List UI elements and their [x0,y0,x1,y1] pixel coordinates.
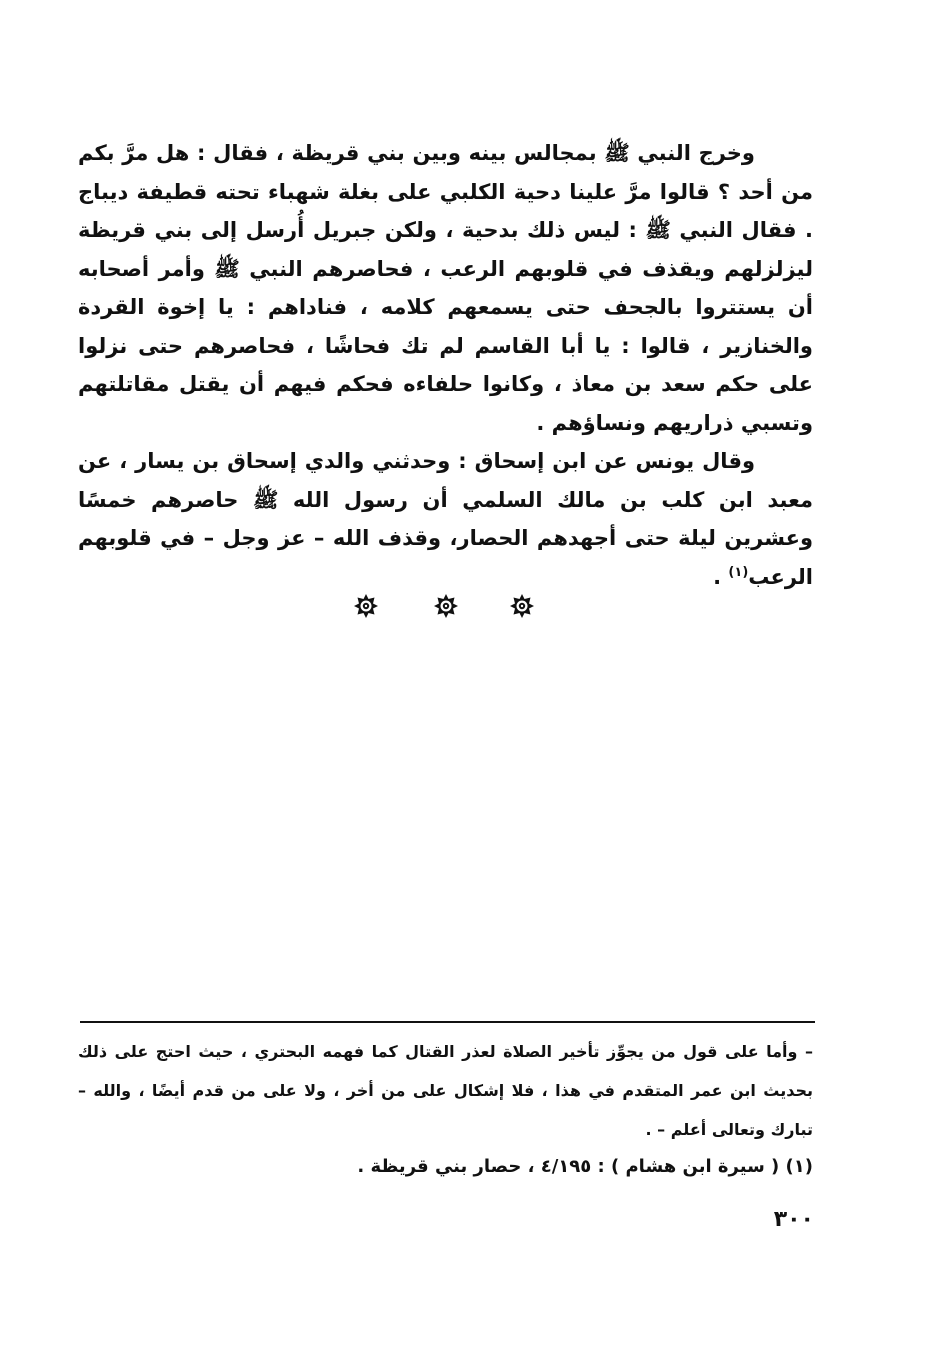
section-divider-ornaments [340,594,560,624]
page-number: ٣٠٠ [773,1207,814,1232]
paragraph-ibn-ishaq [78,442,813,596]
footnotes [78,1032,813,1185]
ornament-icon [510,594,534,618]
footnote-separator [80,1021,815,1023]
ornament-icon [434,594,458,618]
paragraph-2-text: وقال يونس عن ابن إسحاق : وحدثني والدي إسحاق بن يسار ، عن معبد ابن كلب بن مالك السلمي أن رسول الله ﷺ حاصرهم خمسًا وعشرين ليلة حتى أجهدهم الحصار، وقذف الله – عز وجل – في قلوبهم الرعب [78,449,813,589]
main-text [78,134,813,596]
footnote-continuation: – وأما على قول من يجوِّز تأخير الصلاة لعذر القتال كما فهمه البحتري ، حيث احتج على ذلك بحديث ابن عمر المتقدم في هذا ، فلا إشكال على من أخر ، ولا على من قدم أيضًا ، والله – تبارك وتعالى أعلم – . [78,1042,813,1139]
paragraph-siege-story [78,134,813,442]
paragraph-1-text: وخرج النبي ﷺ بمجالس بينه وبين بني قريظة ، فقال : هل مرَّ بكم من أحد ؟ قالوا مرَّ علينا دحية الكلبي على بغلة شهباء تحته قطيفة ديباج . فقال النبي ﷺ : ليس ذلك بدحية ، ولكن جبريل أُرسل إلى بني قريظة ليزلزلهم ويقذف في قلوبهم الرعب ، فحاصرهم النبي ﷺ وأمر أصحابه أن يستتروا بالجحف حتى يسمعهم كلامه ، فناداهم : يا إخوة القردة والخنازير ، قالوا : يا أبا القاسم لم تك فحاشًا ، فحاصرهم حتى نزلوا على حكم سعد بن معاذ ، وكانوا حلفاءه فحكم فيهم أن يقتل مقاتلتهم وتسبي ذراريهم ونساؤهم . [78,141,813,435]
footnote-1: (١) ( سيرة ابن هشام ) : ٤/١٩٥ ، حصار بني قريظة . [357,1156,813,1177]
paragraph-2-end: . [713,564,729,589]
ornament-icon [354,594,378,618]
footnote-reference: (١) [728,564,749,580]
